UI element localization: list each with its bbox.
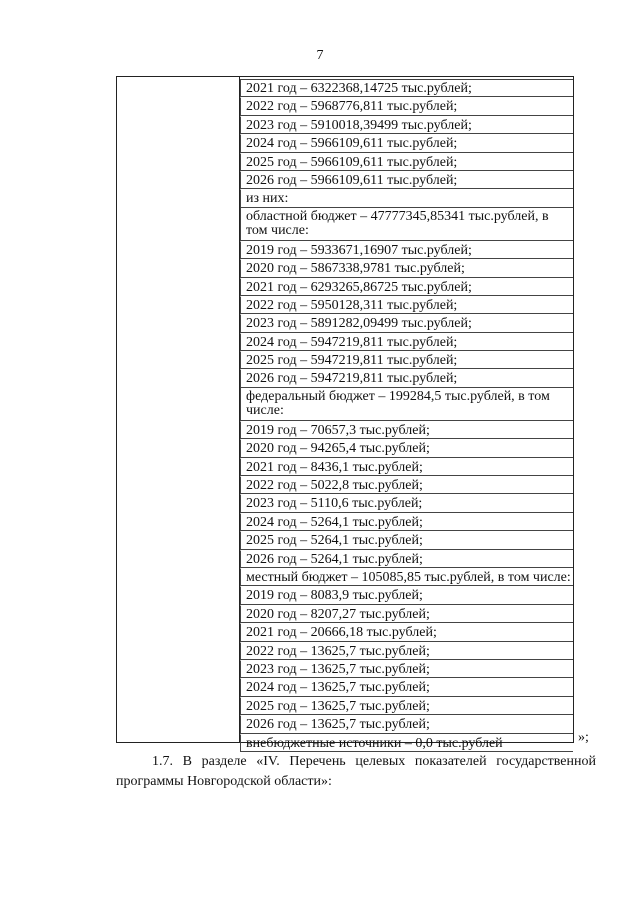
funding-line: 2024 год – 5947219,811 тыс.рублей;: [240, 333, 573, 351]
page-number: 7: [316, 48, 324, 63]
funding-line: 2025 год – 5947219,811 тыс.рублей;: [240, 351, 573, 369]
paragraph-line-2: программы Новгородской области»:: [116, 774, 332, 789]
funding-line: 2024 год – 13625,7 тыс.рублей;: [240, 678, 573, 696]
funding-line: 2022 год – 5968776,811 тыс.рублей;: [240, 97, 573, 115]
funding-line: 2020 год – 5867338,9781 тыс.рублей;: [240, 259, 573, 277]
funding-line: 2025 год – 5264,1 тыс.рублей;: [240, 531, 573, 549]
table-left-cell: [117, 77, 240, 742]
funding-line: 2022 год – 5950128,311 тыс.рублей;: [240, 296, 573, 314]
funding-line: 2025 год – 13625,7 тыс.рублей;: [240, 697, 573, 715]
funding-line: 2023 год – 13625,7 тыс.рублей;: [240, 660, 573, 678]
funding-line: 2021 год – 20666,18 тыс.рублей;: [240, 623, 573, 641]
funding-line: 2023 год – 5910018,39499 тыс.рублей;: [240, 116, 573, 134]
closing-quote-mark: »;: [578, 730, 589, 745]
funding-line: 2021 год – 6293265,86725 тыс.рублей;: [240, 278, 573, 296]
funding-line: 2026 год – 13625,7 тыс.рублей;: [240, 715, 573, 733]
funding-line: 2021 год – 6322368,14725 тыс.рублей;: [240, 79, 573, 97]
funding-table: [116, 76, 574, 751]
funding-line-multiline: областной бюджет – 47777345,85341 тыс.рублей, в том числе:: [240, 208, 573, 241]
funding-line: 2020 год – 8207,27 тыс.рублей;: [240, 605, 573, 623]
funding-line: 2026 год – 5966109,611 тыс.рублей;: [240, 171, 573, 189]
funding-line: 2021 год – 8436,1 тыс.рублей;: [240, 458, 573, 476]
funding-line: внебюджетные источники – 0,0 тыс.рублей: [240, 734, 573, 752]
table-right-cell: [240, 77, 573, 751]
funding-line: 2025 год – 5966109,611 тыс.рублей;: [240, 153, 573, 171]
funding-line-multiline: федеральный бюджет – 199284,5 тыс.рублей, в том числе:: [240, 388, 573, 421]
funding-line: 2024 год – 5966109,611 тыс.рублей;: [240, 134, 573, 152]
funding-line: 2026 год – 5264,1 тыс.рублей;: [240, 550, 573, 568]
funding-line: 2023 год – 5891282,09499 тыс.рублей;: [240, 314, 573, 332]
funding-line: 2022 год – 13625,7 тыс.рублей;: [240, 642, 573, 660]
funding-line: 2023 год – 5110,6 тыс.рублей;: [240, 494, 573, 512]
funding-line: 2019 год – 5933671,16907 тыс.рублей;: [240, 241, 573, 259]
funding-line: 2026 год – 5947219,811 тыс.рублей;: [240, 369, 573, 387]
funding-line: из них:: [240, 189, 573, 207]
funding-line: 2019 год – 70657,3 тыс.рублей;: [240, 421, 573, 439]
funding-line: местный бюджет – 105085,85 тыс.рублей, в том числе:: [240, 568, 573, 586]
funding-lines: [240, 79, 573, 752]
funding-line: 2019 год – 8083,9 тыс.рублей;: [240, 586, 573, 604]
funding-line: 2022 год – 5022,8 тыс.рублей;: [240, 476, 573, 494]
funding-line: 2024 год – 5264,1 тыс.рублей;: [240, 513, 573, 531]
paragraph-line-1: 1.7. В разделе «IV. Перечень целевых показателей государственной: [152, 754, 596, 769]
funding-line: 2020 год – 94265,4 тыс.рублей;: [240, 439, 573, 457]
